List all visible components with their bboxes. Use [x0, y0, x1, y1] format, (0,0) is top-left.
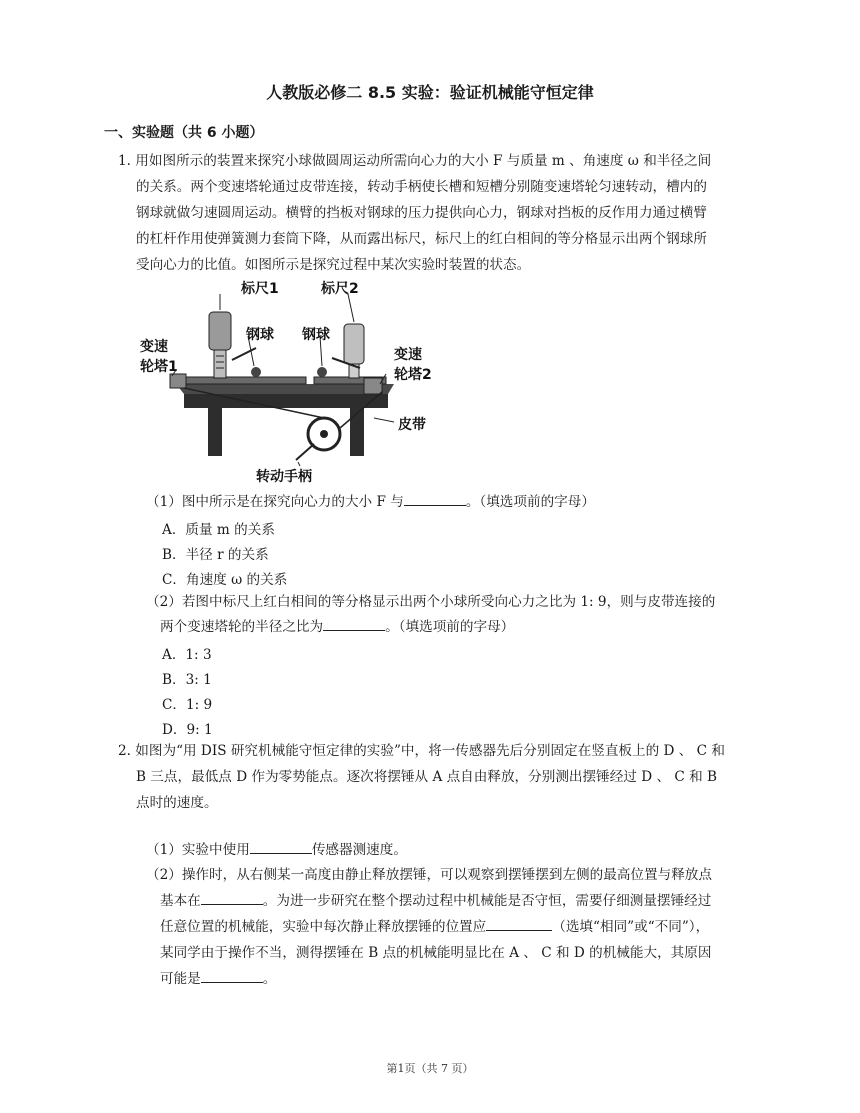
q1-sub2-suffix: 。（填选项前的字母） — [385, 619, 515, 635]
q2-line: 点时的速度。 — [136, 795, 218, 811]
label-tower-1: 变速 — [140, 339, 168, 355]
q2-line: B 三点，最低点 D 作为零势能点。逐次将摆锤从 A 点自由释放，分别测出摆锤经过 D 、 C 和 B — [136, 769, 717, 785]
answer-blank[interactable] — [201, 890, 263, 905]
option-item: D．9: 1 — [162, 722, 213, 738]
option-item: A．质量 m 的关系 — [162, 522, 275, 538]
answer-blank[interactable] — [201, 968, 263, 983]
label-tower-2: 变速 — [394, 347, 422, 363]
centripetal-apparatus-figure — [136, 276, 438, 488]
q2-sub2-prefix: 任意位置的机械能，实验中每次静止释放摆锤的位置应 — [160, 919, 487, 935]
q2-sub1-prefix: （1）实验中使用 — [146, 842, 250, 858]
q1-sub2-prefix: 两个变速塔轮的半径之比为 — [160, 619, 324, 635]
option-item: B．半径 r 的关系 — [162, 547, 269, 563]
q1-line: 的杠杆作用使弹簧测力套筒下降，从而露出标尺，标尺上的红白相间的等分格显示出两个钢球所 — [136, 231, 707, 247]
q2-sub2-prefix: 基本在 — [160, 893, 201, 909]
q2-sub2-prefix: 可能是 — [160, 971, 201, 987]
q1-sub2 — [146, 590, 766, 640]
label-scale-2: 标尺2 — [321, 281, 359, 297]
q2-sub2-line: 某同学由于操作不当，测得摆锤在 B 点的机械能明显比在 A 、 C 和 D 的机械能大，其原因 — [160, 945, 712, 961]
label-tower-1: 轮塔1 — [140, 359, 178, 375]
answer-blank[interactable] — [323, 616, 385, 631]
q2-sub2-suffix: 。 — [262, 971, 277, 987]
label-tower-2: 轮塔2 — [394, 367, 432, 383]
option-item: C．1: 9 — [162, 697, 213, 713]
q2-sub1 — [146, 838, 407, 863]
q2-sub2-suffix: 。为进一步研究在整个摆动过程中机械能是否守恒，需要仔细测量摆锤经过 — [262, 893, 712, 909]
q2-sub2 — [146, 862, 766, 992]
q1-line: 钢球就做匀速圆周运动。横臂的挡板对钢球的压力提供向心力，钢球对挡板的反作用力通过横臂 — [136, 205, 707, 221]
label-handle: 转动手柄 — [256, 469, 312, 485]
answer-blank[interactable] — [250, 839, 312, 854]
q1-sub2-line: （2）若图中标尺上红白相间的等分格显示出两个小球所受向心力之比为 1: 9，则与皮带连接的 — [146, 594, 716, 610]
q2-sub1-suffix: 传感器测速度。 — [311, 842, 407, 858]
apparatus-drawing — [136, 276, 438, 488]
q2-sub2-line: （2）操作时，从右侧某一高度由静止释放摆锤，可以观察到摆锤摆到左侧的最高位置与释放点 — [146, 867, 712, 883]
question-1-text — [118, 148, 768, 278]
label-ball-right: 钢球 — [302, 327, 330, 343]
label-scale-1: 标尺1 — [241, 281, 279, 297]
q1-sub1-suffix: 。（填选项前的字母） — [465, 494, 595, 510]
q1-sub1-prefix: （1）图中所示是在探究向心力的大小 F 与 — [146, 494, 404, 510]
label-belt: 皮带 — [398, 417, 426, 433]
q2-line: 2. 如图为“用 DIS 研究机械能守恒定律的实验”中，将一传感器先后分别固定在竖直板上的 D 、 C 和 — [118, 743, 725, 759]
q1-sub1 — [146, 490, 595, 515]
q2-sub2-suffix: （选填“相同”或“不同”）， — [552, 919, 710, 935]
q1-line: 1. 用如图所示的装置来探究小球做圆周运动所需向心力的大小 F 与质量 m 、角速度 ω 和半径之间 — [118, 153, 712, 169]
answer-blank[interactable] — [404, 491, 466, 506]
option-item: C．角速度 ω 的关系 — [162, 572, 288, 588]
q1-line: 的关系。两个变速塔轮通过皮带连接，转动手柄使长槽和短槽分别随变速塔轮匀速转动，槽内的 — [136, 179, 707, 195]
answer-blank[interactable] — [486, 916, 552, 931]
q1-line: 受向心力的比值。如图所示是探究过程中某次实验时装置的状态。 — [136, 257, 531, 273]
page-title: 人教版必修二 8.5 实验：验证机械能守恒定律 — [266, 83, 594, 102]
label-ball-left: 钢球 — [246, 327, 274, 343]
page-footer: 第1页（共 7 页） — [386, 1062, 474, 1075]
option-item: A．1: 3 — [162, 647, 212, 663]
section-heading: 一、实验题（共 6 小题） — [104, 125, 264, 141]
question-2-text — [118, 738, 768, 816]
option-item: B．3: 1 — [162, 672, 212, 688]
